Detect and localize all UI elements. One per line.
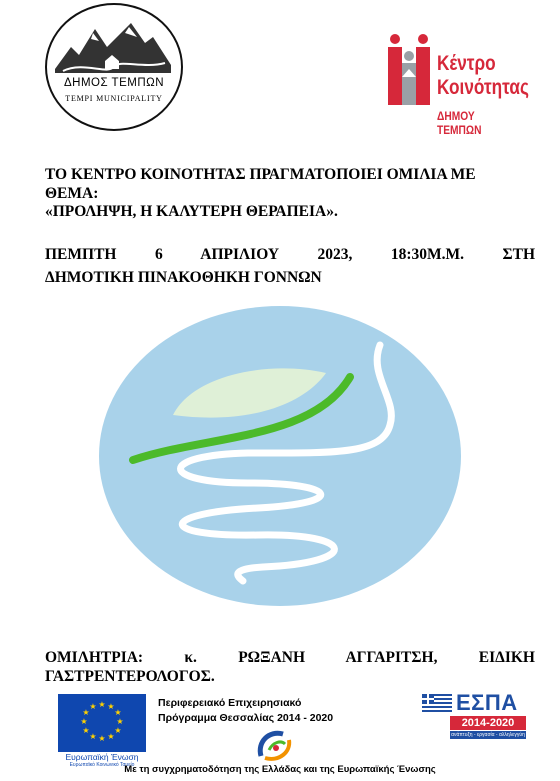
cofunding-note: Με τη συγχρηματοδότηση της Ελλάδας και της Ευρωπαϊκής Ένωσης <box>124 764 436 775</box>
svg-text:★: ★ <box>98 700 106 709</box>
svg-text:★: ★ <box>89 732 97 741</box>
eu-label: Ευρωπαϊκή Ένωση <box>65 752 139 762</box>
program-line-2: Πρόγραμμα Θεσσαλίας 2014 - 2020 <box>158 712 334 724</box>
logo-line-1: Κέντρο <box>437 52 496 75</box>
greek-flag-icon <box>422 694 452 712</box>
municipality-name: ΔΗΜΟΣ ΤΕΜΠΩΝ <box>63 77 165 89</box>
program-line-1: Περιφερειακό Επιχειρησιακό <box>158 697 302 709</box>
date-line-2: ΔΗΜΟΤΙΚΗ ΠΙΝΑΚΟΘΗΚΗ ΓΟΝΝΩΝ <box>45 269 322 286</box>
svg-text:★: ★ <box>107 702 115 711</box>
municipality-subtitle: TEMPI MUNICIPALITY <box>65 94 163 103</box>
svg-text:★: ★ <box>98 734 106 743</box>
svg-text:★: ★ <box>116 717 124 726</box>
speaker-line-2: ΓΑΣΤΡΕΝΤΕΡΟΛΟΓΟΣ. <box>45 668 215 685</box>
svg-text:★: ★ <box>107 732 115 741</box>
logo-line-3: ΔΗΜΟΥ ΤΕΜΠΩΝ <box>437 109 482 137</box>
eu-flag <box>58 694 146 752</box>
svg-text:★: ★ <box>82 708 90 717</box>
svg-text:★: ★ <box>82 726 90 735</box>
date-line-1: ΠΕΜΠΤΗ 6 ΑΠΡΙΛΙΟΥ 2023, 18:30Μ.Μ. ΣΤΗ <box>45 246 535 263</box>
svg-text:★: ★ <box>80 717 88 726</box>
svg-text:★: ★ <box>114 726 122 735</box>
svg-text:★: ★ <box>114 708 122 717</box>
eu-stars-icon <box>58 694 146 752</box>
espa-word: ΕΣΠΑ <box>456 690 518 715</box>
digestive-illustration <box>98 305 462 607</box>
logo-line-2: Κοινότητας <box>437 76 529 99</box>
thessaly-emblem-icon <box>255 728 297 762</box>
espa-years: 2014-2020 <box>450 716 526 730</box>
intro-text: ΤΟ ΚΕΝΤΡΟ ΚΟΙΝΟΤΗΤΑΣ ΠΡΑΓΜΑΤΟΠΟΙΕΙ ΟΜΙΛΙΑ ΜΕ ΘΕΜΑ: <box>45 166 476 202</box>
speaker-line-1: ΟΜΙΛΗΤΡΙΑ: κ. ΡΩΞΑΝΗ ΑΓΓΑΡΙΤΣΗ, ΕΙΔΙΚΗ <box>45 649 535 666</box>
mountains-icon <box>53 17 173 77</box>
svg-text:★: ★ <box>89 702 97 711</box>
talk-title: «ΠΡΟΛΗΨΗ, Η ΚΑΛΥΤΕΡΗ ΘΕΡΑΠΕΙΑ». <box>45 203 338 220</box>
espa-tagline: ανάπτυξη - εργασία - αλληλεγγύη <box>451 732 525 738</box>
community-centre-logo <box>385 33 535 137</box>
people-icon <box>385 33 435 108</box>
espa-logo <box>420 690 528 742</box>
eu-sub-label: Ευρωπαϊκό Κοινωνικό Ταμείο <box>69 762 135 768</box>
municipality-logo <box>45 3 183 131</box>
